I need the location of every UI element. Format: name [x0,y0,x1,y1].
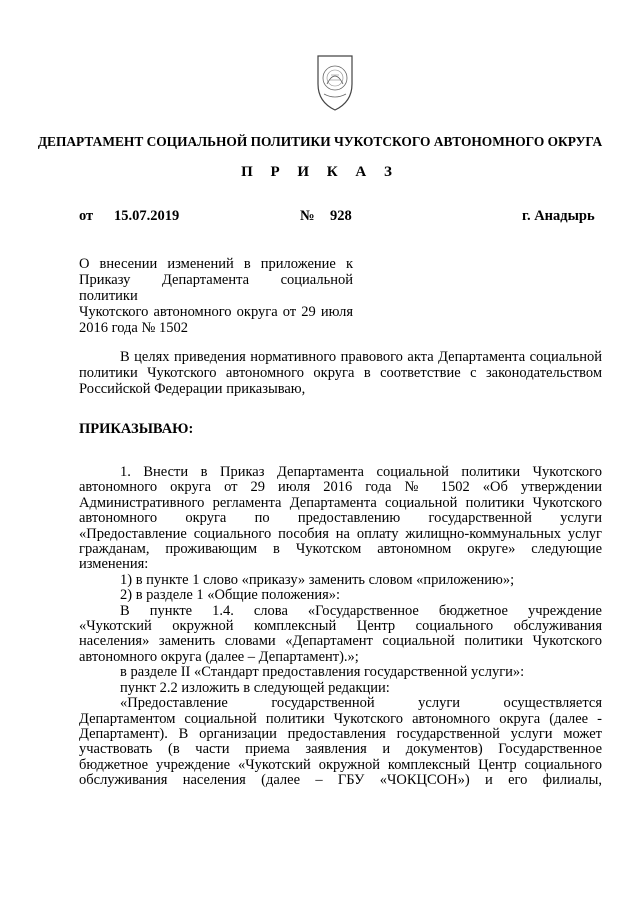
body-line: 1) в пункте 1 слово «приказу» заменить словом «приложению»; [120,572,515,588]
body-line: автономного округа (далее – Департамент).»; [79,649,359,665]
body-line: участвовать (в части приема заявления и документов) Государственное [79,742,602,758]
body-line: «Предоставление социального пособия на оплату жилищно-коммунальных услуг [79,526,602,542]
subject-line: 2016 года № 1502 [79,320,188,336]
order-date: 15.07.2019 [114,208,180,224]
body-line: гражданам, проживающим в Чукотском автономном округе» следующие [79,542,602,558]
body-line: «Предоставление государственной услуги осуществляется [120,696,602,712]
body-line: в разделе II «Стандарт предоставления государственной услуги»: [120,665,525,681]
document-type: П Р И К А З [241,164,399,180]
department-title: ДЕПАРТАМЕНТ СОЦИАЛЬНОЙ ПОЛИТИКИ ЧУКОТСКОГО АВТОНОМНОГО ОКРУГА [37,134,603,149]
number-prefix: № [300,208,315,224]
body-line: автономного округа от 29 июля 2016 года № 1502 «Об утверждении [79,480,602,496]
body-line: пункт 2.2 изложить в следующей редакции: [120,680,390,696]
order-body [79,465,602,789]
order-number: 928 [330,208,352,224]
body-line: В пункте 1.4. слова «Государственное бюджетное учреждение [120,603,602,619]
order-subject [79,256,353,336]
body-line: населения» заменить словами «Департамент социальной политики Чукотского [79,634,602,650]
date-prefix: от [79,208,94,224]
subject-line: О внесении изменений в приложение к [79,256,353,272]
preamble [79,349,602,397]
preamble-line: В целях приведения нормативного правового акта Департамента социальной [120,349,602,365]
body-line: Административного регламента Департамента социальной политики Чукотского [79,495,602,511]
preamble-line: Российской Федерации приказываю, [79,381,306,397]
body-line: изменения: [79,557,149,573]
subject-line: Чукотского автономного округа от 29 июля [79,304,353,320]
body-line: Департаментом социальной политики Чукотского автономного округа (далее - [79,711,602,727]
decree-word: ПРИКАЗЫВАЮ: [79,421,194,437]
order-place: г. Анадырь [522,208,595,224]
body-line: Департамент). В организации предоставления государственной услуги может [79,726,602,742]
body-line: 1. Внести в Приказ Департамента социальной политики Чукотского [120,465,602,480]
body-line: бюджетное учреждение «Чукотский окружной комплексный Центр социального [79,757,602,773]
body-line: «Чукотский окружной комплексный Центр социального обслуживания [79,619,602,635]
subject-line: Приказу Департамента социальной политики [79,272,353,304]
body-line: автономного округа по предоставлению государственной услуги [79,511,602,527]
body-line: обслуживания населения (далее – ГБУ «ЧОКЦСОН») и его филиалы, [79,773,602,789]
coat-of-arms-icon [312,50,358,114]
preamble-line: политики Чукотского автономного округа в соответствие с законодательством [79,365,602,381]
body-line: 2) в разделе 1 «Общие положения»: [120,588,341,604]
